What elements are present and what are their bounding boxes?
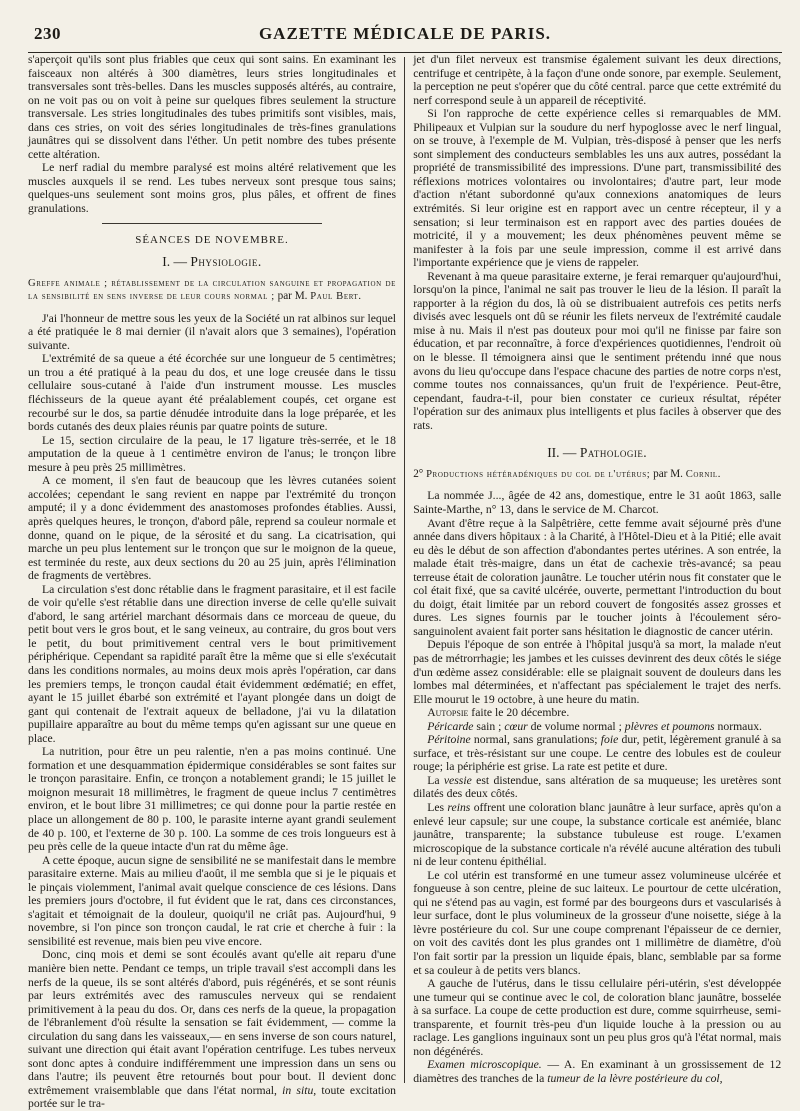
paragraph xyxy=(413,801,781,869)
part-number: II. — xyxy=(547,445,577,461)
article-author: Cornil. xyxy=(685,468,722,480)
paragraph: Avant d'être reçue à la Salpêtrière, cette femme avait séjourné près d'une année dans divers hôpitaux : à la Charité, à l'Hôtel-Dieu et à la Pitié; elle avait eu dès le début de son affection d'abondantes pertes utérines. A son entrée, la malade était très-maigre, dans un état de cachexie très-avancé; sa peau terreuse était de coloration jaunâtre. Le toucher utérin nous fit constater que le col était fixé, que sa cavité ulcérée, ouverte, permettant l'introduction du bout du doigt, était limitée par un rebord couvert de fongosités assez grosses et dures. Les signes fournis par le toucher joints à l'écoulement séro-sanguinolent avaient fait porter sans hésitation le diagnostic de cancer utérin. xyxy=(413,516,782,638)
two-column-body xyxy=(28,53,782,1111)
paragraph: La nutrition, pour être un peu ralentie, n'en a pas moins continué. Une formation et une desquammation épidermique considérables se sont faites sur le tronçon parasitaire. Enfin, ce tronçon a notablement grandi; le 15 juillet le moignon mesurait 18 millimètres, le fragment de queue inclus 7 centimètres environ, et le bout libre 31 millimetres; ce qui donne pour la partie restée en place un allongement de 80 p. 100, le parasite interne ayant grandi seulement de 40 p. 100, et l'externe de 30 p. 100. La somme de ces trois longueurs est à peu près celle de la queue intacte d'un rat du même âge. xyxy=(28,745,396,854)
article-author-prefix: par M. xyxy=(277,290,308,303)
paragraph: A cette époque, aucun signe de sensibilité ne se manifestait dans le membre parasitaire externe. Mais au milieu d'août, il me sembla que si je le piquais et le pinçais violemment, l'animal avait quelque conscience de ces lésions. Dans les premiers jours d'octobre, il fut évident que le rat, dans ces circonstances, s'agitait et témoignait de la douleur, quoiqu'il ne criât pas. Aujourd'hui, 9 novembre, si l'on pince son tronçon caudal, le rat crie et cherche à fuir : la sensibilité est revenue, mais bien peu vive encore. xyxy=(28,853,396,948)
page-number: 230 xyxy=(34,24,61,43)
paragraph: Si l'on rapproche de cette expérience celles si remarquables de MM. Philipeaux et Vulpian sur la soudure du nerf hypoglosse avec le nerf lingual, on se trouve, à l'exemple de M. Vulpian, très-disposé à penser que les nerfs sont simplement des conducteurs semblables les uns aux autres, possédant la propriété de transmissibilité des impressions. D'une part, transmissibilité des réflexions motrices volontaires ou involontaires; d'autre part, leur mode d'action n'étant subordonné qu'aux connexions anatomiques de leurs extrémités. Si leur origine est en rapport avec un centre récepteur, il y a sensation; si leur terminaison est en rapport avec des parties douées de motricité, il y a mouvement; les deux phénomènes peuvent même se manifester à la fois par une seule impression, comme il est arrivé dans l'importante expérience que je viens de rappeler. xyxy=(413,107,782,270)
divider-rule xyxy=(102,223,323,224)
page-header xyxy=(28,18,782,53)
organ-name: vessie xyxy=(443,773,472,787)
autopsie-label: Autopsie xyxy=(427,706,469,720)
paragraph-text: dur, petit, légèrement granulé à sa surface, et très-résistant sur une coupe. Le centre des lobules est de couleur rouge; la périphérie est grise. La rate est petite et dure. xyxy=(413,733,782,774)
paragraph: s'aperçoit qu'ils sont plus friables que ceux qui sont sains. En examinant les faisceaux non altérés à 300 diamètres, leurs stries longitudinales et transversales sont très-belles. Dans les muscles supposés altérés, au contraire, on ne voit pas ou on voit à peine sur quelques fibres seulement la structure transversale. Les stries longitudinales des tubes primitifs sont visibles, mais, dans ces stries, on voit des séries longitudinales de très-fines granulations jaunâtres qui se dissolvent dans l'éther. Un petit nombre des tubes présente cette altération. xyxy=(28,53,396,161)
paragraph: La nommée J..., âgée de 42 ans, domestique, entre le 31 août 1863, salle Sainte-Marthe, n° 13, dans le service de M. Charcot. xyxy=(413,489,782,516)
section-title: SÉANCES DE NOVEMBRE. xyxy=(135,233,289,246)
paragraph-emphasis: in situ, xyxy=(282,1083,317,1097)
journal-title: GAZETTE MÉDICALE DE PARIS. xyxy=(258,24,552,43)
paragraph-text: Les xyxy=(427,800,445,814)
paragraph: La circulation s'est donc rétablie dans le fragment parasitaire, et il est facile de voir qu'elle s'est rétablie dans une direction inverse de celle qu'elle suivait d'abord, le sang artériel marchant désormais dans ce morceau de queue, du petit bout vers le gros bout, et le sang veineux, au contraire, du gros bout vers le petit, du bout primitivement central vers le bout primitivement périphérique. Cependant sa rapidité paraît être la même que si elle s'exécutait dans les conditions normales, au moins deux mois après l'opération, car dans les premiers temps, le tronçon caudal était évidemment œdématié; en effet, ayant le 15 juillet ébarbé son extrémité et l'ayant plongée dans un doigt de gant qui contenait de l'extrait aqueux de belladone, j'ai vu la dilatation pupillaire apparaître au bout du même temps qu'en agissant sur une queue en place. xyxy=(28,582,396,745)
paragraph: Depuis l'époque de son entrée à l'hôpital jusqu'à sa mort, la malade n'eut pas de métrorrhagie; les jambes et les cuisses devinrent des deux côtés le siége d'un œdème assez considérable: elle se plaignait souvent de douleurs dans les lombes mal déterminées, et n'affectant pas spécialement le trajet des nerfs. Elle mourut le 19 octobre, à une heure du matin. xyxy=(413,638,782,706)
paragraph-text: toute excitation portée sur le tra- xyxy=(28,1083,397,1111)
paragraph-text: normal, sans granulations; xyxy=(473,733,598,747)
article-heading xyxy=(28,277,396,304)
organ-name: reins xyxy=(447,800,471,814)
paragraph-text: La xyxy=(427,773,440,787)
part-number: I. — xyxy=(162,254,187,270)
organ-name: Péritoine xyxy=(427,733,471,747)
paragraph-text: de volume normal ; xyxy=(530,719,622,733)
paragraph: Le col utérin est transformé en une tumeur assez volumineuse ulcérée et fongueuse à son centre, pleine de suc laiteux. Le pourtour de cette ulcération, qui ne s'étend pas au vagin, est formé par des bourgeons durs et vascularisés à leur surface, dont le plus volumineux de la grosseur d'une noisette, siége à la lèvre postérieure du col. Sur une coupe comprenant l'épaisseur de ce dernier, on voit des cavités dont les plus grandes ont 1 millimètre de diamètre, d'où l'on fait sortir par la pression un liquide épais, blanc, semblable par sa forme et sa couleur à de petits vers blancs. xyxy=(413,868,782,977)
paragraph: A gauche de l'utérus, dans le tissu cellulaire péri-utérin, s'est développée une tumeur qui se continue avec le col, de coloration blanc jaunâtre, bosselée à sa surface. La coupe de cette production est dure, comme squirrheuse, semi-transparente, et fournit très-peu d'un liquide louche à la pression ou au raclage. Les ganglions inguinaux sont un peu plus gros qu'à l'état normal, mais non dégénérés. xyxy=(413,977,782,1058)
paragraph-emphasis: tumeur de la lèvre postérieure du col, xyxy=(547,1071,723,1085)
paragraph: Le 15, section circulaire de la peau, le 17 ligature très-serrée, et le 18 amputation de la queue à 1 centimètre environ de l'anus; le tronçon libre mesure à peu près 25 millimètres. xyxy=(28,433,396,474)
article-title: Greffe animale ; rétablissement de la circulation sanguine et propagation de la sensibilité en sens inverse de leur cours normal ; xyxy=(28,277,396,303)
paragraph xyxy=(413,1058,781,1085)
organ-name: Péricarde xyxy=(427,719,474,733)
paragraph: L'extrémité de sa queue a été écorchée sur une longueur de 5 centimètres; un trou a été pratiqué à la peau du dos, et une loge creusée dans le tissu cellulaire sous-cutané à l'aide d'un instrument mousse. Les muscles fléchisseurs de la queue ayant été préalablement coupés, cet organe est recourbé sur le dos, sa partie dénudée introduite dans la loge préparée, et les bords cutanés des deux plaies réunis par quatre points de suture. xyxy=(28,352,396,434)
right-column xyxy=(405,53,781,1083)
paragraph xyxy=(413,774,781,801)
article-heading xyxy=(413,468,781,482)
paragraph-text: faite le 20 décembre. xyxy=(471,706,570,720)
paragraph: jet d'un filet nerveux est transmise également suivant les deux directions, centrifuge et centripète, à la façon d'une onde sonore, par exemple. Seulement, la perception ne peut s'opérer que du côté central. parce que cette extrémité du nerf correspond seule à un appareil de réceptivité. xyxy=(413,53,782,107)
paragraph xyxy=(413,733,781,774)
paragraph: J'ai l'honneur de mettre sous les yeux de la Société un rat albinos sur lequel a été pratiquée le 8 mai dernier (il n'avait alors que 3 semaines), l'opération suivante. xyxy=(28,311,396,352)
paragraph-text: — A. En examinant à un grossissement de 12 diamètres des tranches de la xyxy=(413,1058,782,1085)
paragraph-text: Donc, cinq mois et demi se sont écoulés avant qu'elle ait reparu d'une manière bien nette. Pendant ce temps, un triple travail s'est accompli dans les nerfs de la queue, ils se sont altérés d'abord, puis régénérés, et se sont réunis par leurs extrémités avec des ramuscules nerveux qui se rendaient primitivement à la peau du dos. Or, dans ces nerfs de la queue, la propagation de l'ébranlement d'où résulte la sensation se fait évidemment, — comme la circulation du sang dans les vaisseaux,— en sens inverse de son cours naturel, suivant une direction qui était avant l'opération centrifuge. Les tubes nerveux sont donc aptes à conduire indifféremment une impression dans un sens ou dans l'autre; ils peuvent être retournés bout pour bout. Il devient donc extrêmement vraisemblable que dans l'état normal, xyxy=(28,948,396,1097)
paragraph xyxy=(413,720,781,734)
organ-name: foie xyxy=(600,733,619,747)
paragraph: Revenant à ma queue parasitaire externe, je ferai remarquer qu'aujourd'hui, lorsqu'on la pince, l'animal ne sait pas trouver le lieu de la lésion. Il paraît la rapporter à la région du dos, là où se distribuaient autrefois ces petits nerfs divisés avec lesquels ont dû se réunir les filets nerveux de l'extrémité caudale mise à nu. Mais il n'est pas douteux pour moi qu'il ne finisse par faire son éducation, et par reconnaître, à force d'expériences quotidiennes, l'endroit où on le blesse. Il témoignera ainsi que le sentiment prétendu inné que nous avons du lieu qu'occupe dans l'espace chacune des parties de notre corps n'est, comme toutes nos connaissances, qu'un fruit de l'expérience. Peut-être, cependant, faudra-t-il, pour bien constater ce curieux résultat, répéter l'opération sur des animaux plus intelligents et plus faciles à observer que des rats. xyxy=(413,269,782,432)
spacer xyxy=(413,432,781,440)
paragraph xyxy=(28,948,396,1111)
paragraph-text: est distendue, sans altération de sa muqueuse; les uretères sont dilatés des deux côtés. xyxy=(413,773,782,801)
article-title: Productions hétéradéniques du col de l'utérus; xyxy=(426,468,651,480)
organ-name: cœur xyxy=(504,719,528,733)
paragraph-text: sain ; xyxy=(476,719,502,733)
paragraph: Le nerf radial du membre paralysé est moins altéré relativement que les muscles auxquels il se rend. Les tubes nerveux sont presque tous sains; quelques-uns seulement sont moins gros, plus pâles, et offrent de fines granulations. xyxy=(28,161,396,216)
paragraph-text: normaux. xyxy=(717,719,762,733)
article-author-prefix: par M. xyxy=(653,467,683,480)
paragraph-text: offrent une coloration blanc jaunâtre à leur surface, après qu'on a enlevé leur capsule; sur une coupe, la substance corticale est anémiée, blanc jaunâtre, transparente; la substance tubuleuse est rouge. L'examen microscopique de la substance corticale n'a révélé aucune altération des tubuli ni de leur contenu épithélial. xyxy=(413,800,782,869)
article-author: Paul Bert. xyxy=(310,291,362,303)
left-column xyxy=(28,53,404,1111)
part-title-pathologie xyxy=(413,446,781,460)
organ-name: plèvres et poumons xyxy=(624,719,715,733)
part-name: Pathologie. xyxy=(579,445,648,461)
part-title-physiologie xyxy=(28,255,396,269)
part-name: Physiologie. xyxy=(190,254,262,270)
article-number: 2° xyxy=(413,467,424,480)
paragraph: A ce moment, il s'en faut de beaucoup que les lèvres cutanées soient accolées; cependant le sang revient en nappe par l'extrémité du tronçon amputé; il y a donc évidemment des anastomoses profondes établies. Aussi, après quelques heures, le tronçon, d'abord pâle, reprend sa couleur normale et donne, quand on le pique, de la sérosité et du sang. La cicatrisation, qui marche un peu plus lentement sur le tronçon que sur le moignon de la queue, est terminée du reste, aux deux sections du 20 au 25 juin, après l'élimination de fragments de vertèbres. xyxy=(28,474,396,583)
subsection-label: Examen microscopique. xyxy=(427,1058,542,1072)
paragraph xyxy=(413,706,781,720)
